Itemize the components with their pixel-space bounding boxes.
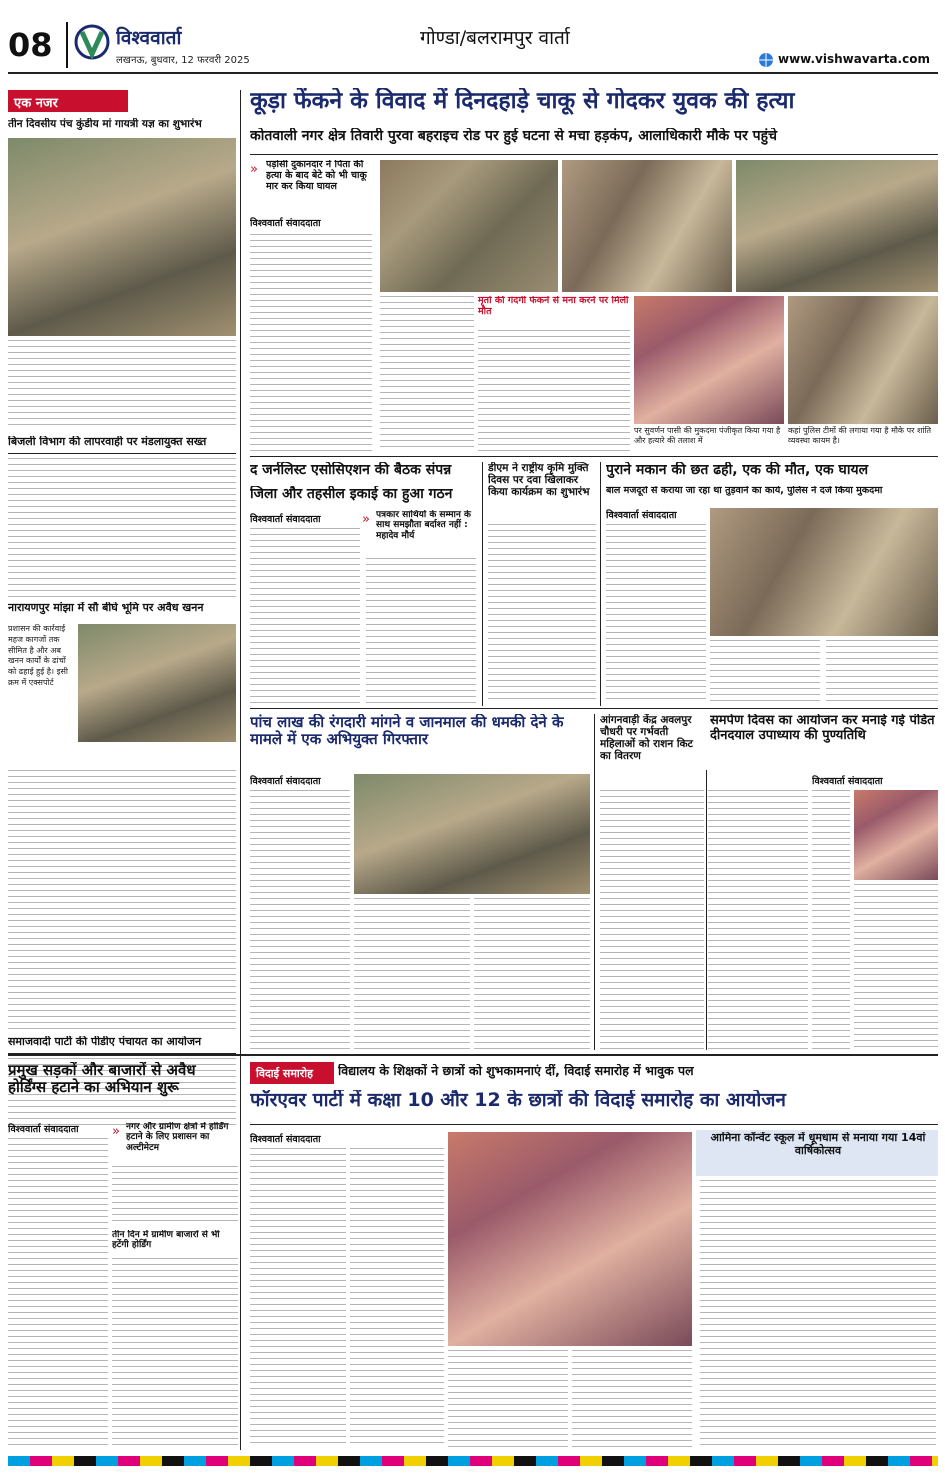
lead-headline: कूड़ा फेंकने के विवाद में दिनदहाड़े चाकू से गोदकर युवक की हत्या [250, 88, 795, 114]
samarpan-photo [854, 790, 938, 880]
lead-subhead: कोतवाली नगर क्षेत्र तिवारी पुरवा बहराइच रोड पर हुई घटना से मचा हड़कंप, आलाधिकारी मौके पर पहुंचे [250, 128, 777, 144]
anganwadi-body-col2 [708, 790, 808, 1050]
farewell-body-col4 [572, 1350, 692, 1448]
samarpan-divider [706, 770, 707, 1050]
tb-divider [482, 462, 483, 706]
sidebar-item1-body [8, 340, 236, 430]
lead-body-col2 [380, 296, 474, 452]
page-number-divider [66, 22, 68, 68]
lead-body-col3 [478, 330, 630, 452]
farewell-body-col2 [350, 1148, 444, 1448]
journalists-pullquote-arrow-icon: » [362, 512, 370, 526]
farewell-bureau: विश्ववार्ता संवाददाता [250, 1134, 321, 1145]
samarpan-headline: समर्पण दिवस का आयोजन कर मनाई गई पंडित दीनदयाल उपाध्याय की पुण्यतिथि [710, 714, 935, 743]
journalists-body-col2 [366, 558, 476, 704]
sidebar-item1-title: तीन दिवसीय पंच कुंडीय मां गायत्री यज्ञ का शुभारंभ [8, 118, 202, 130]
journalists-bureau: विश्ववार्ता संवाददाता [250, 514, 321, 525]
lead-bureau: विश्ववार्ता संवाददाता [250, 218, 321, 229]
masthead [0, 0, 945, 78]
sidebar-item3-caption: प्रशासन की कार्रवाई महज कागजों तक सीमित है और अब खनन कार्यों के ढांचों को ढहाई हुई है। इसी क्रम में एक्सपोर्ट [8, 624, 69, 687]
tb-headline: डीएम ने राष्ट्रीय कृमि मुक्ति दिवस पर दवा खिलाकर किया कार्यक्रम का शुभारंभ [488, 462, 590, 499]
journalists-headline-line2: जिला और तहसील इकाई का हुआ गठन [250, 486, 453, 502]
farewell-tag: विदाई समारोह [250, 1062, 334, 1084]
page-number: 08 [8, 26, 53, 64]
roof-subhead: बाल मजदूरों से कराया जा रहा था तुड़वाने का कार्य, पुलिस ने दर्ज किया मुकदमा [606, 486, 883, 496]
bottom-section-rule [8, 1054, 938, 1056]
sidebar-item3-photo [78, 624, 236, 742]
header-rule [8, 72, 938, 74]
hoardings-body-col3 [112, 1258, 238, 1448]
lead-caption-right: कहां पुलिस टीमों की लगाया गया है मौके पर शांति व्यवस्था कायम है। [788, 426, 932, 446]
extortion-bureau: विश्ववार्ता संवाददाता [250, 776, 321, 787]
extortion-body-col1 [250, 790, 350, 1050]
lead-photo-victim [736, 160, 938, 292]
hoardings-divider [240, 1060, 241, 1450]
farewell-body-col3 [448, 1350, 568, 1448]
roof-body-col1 [606, 524, 706, 704]
samarpan-body-col1 [812, 790, 850, 1050]
roof-body-col3 [826, 640, 938, 704]
lead-subhead-rule [250, 154, 938, 155]
sidebar-tag: एक नजर [8, 90, 128, 112]
globe-icon [758, 52, 774, 68]
roof-body-col2 [710, 640, 820, 704]
extortion-body-col2 [354, 898, 470, 1050]
journalists-pullquote: पत्रकार साथियों के सम्मान के साथ समझौता बर्दाश्त नहीं : महादेव मौर्य [376, 510, 471, 541]
sidebar-item2-title: बिजली विभाग की लापरवाही पर मंडलायुक्त सख्त [8, 436, 236, 454]
farewell-photo [448, 1132, 692, 1346]
section-title: गोण्डा/बलरामपुर वार्ता [420, 27, 570, 49]
sidebar-item4-title: समाजवादी पार्टी की पीडीए पंचायत का आयोजन [8, 1036, 236, 1054]
journalists-headline-line1: द जर्नलिस्ट एसोसिएशन की बैठक संपन्न [250, 462, 452, 478]
hoardings-bureau: विश्ववार्ता संवाददाता [8, 1124, 79, 1135]
lead-pullquote: पड़ोसी दुकानदार ने पिता की हत्या के बाद बेटे को भी चाकू मार कर किया घायल [266, 160, 367, 192]
lead-bottom-rule [250, 456, 938, 457]
sidebar-item2-body [8, 458, 236, 598]
journalists-body-col1 [250, 528, 360, 704]
extortion-body-col3 [474, 898, 590, 1050]
farewell-headline: फॉरएवर पार्टी में कक्षा 10 और 12 के छात्रों की विदाई समारोह का आयोजन [250, 1090, 786, 1111]
brand-name: विश्ववार्ता [116, 27, 182, 48]
hoardings-pullquote-arrow-icon: » [112, 1124, 120, 1138]
anganwadi-headline: आंगनवाड़ी केंद्र अवलपुर चौधरी पर गर्भवती महिलाओं को राशन किट का वितरण [600, 714, 693, 763]
farewell-side-headline: आमिना कॉन्वेंट स्कूल में धूमधाम से मनाया गया 14वां वार्षिकोत्सव [710, 1132, 926, 1157]
farewell-tagline: विद्यालय के शिक्षकों ने छात्रों को शुभकामनाएं दीं, विदाई समारोह में भावुक पल [338, 1064, 694, 1078]
anganwadi-body-col1 [600, 790, 704, 1050]
roof-bureau: विश्ववार्ता संवाददाता [606, 510, 677, 521]
sidebar-item1-photo [8, 138, 236, 336]
samarpan-bureau: विश्ववार्ता संवाददाता [812, 776, 883, 787]
sidebar-column [8, 90, 236, 1130]
website-url[interactable]: www.vishwavarta.com [778, 52, 930, 66]
lead-photo-police [562, 160, 732, 292]
sidebar-item3-title: नारायणपुर मांझा में सौ बीघे भूमि पर अवैध खनन [8, 602, 204, 614]
hoardings-headline: प्रमुख सड़कों और बाजारों से अवैध होर्डिंग्स हटाने का अभियान शुरू [8, 1062, 196, 1097]
lead-body-col1 [250, 234, 372, 452]
extortion-photo [354, 774, 590, 894]
samarpan-body-col2 [854, 884, 938, 1050]
lead-photo-mourners [788, 296, 938, 424]
hoardings-body-col2 [112, 1166, 238, 1226]
lead-photo-crime-scene [380, 160, 558, 292]
hoardings-pullquote: नगर और ग्रामीण क्षेत्रों में होर्डिंग हटाने के लिए प्रशासन का अल्टीमेटम [126, 1122, 229, 1153]
dateline: लखनऊ, बुधवार, 12 फरवरी 2025 [116, 55, 250, 66]
farewell-body-col1 [250, 1148, 346, 1448]
hoardings-subhead: तीन दिन में ग्रामीण बाजारों से भी हटेंगी होर्डिंग [112, 1230, 220, 1251]
sidebar-divider [240, 90, 241, 1130]
roof-divider [600, 462, 601, 706]
lead-caption-mid: पर सुवर्णन पासी की मुकदमा पंजीकृत किया गया है और हत्यारे की तलाश में [634, 426, 781, 446]
sidebar-item3-body [8, 770, 236, 1030]
lead-side-headline: मृतों की गंदगी फेंकने से मना करने पर मिली मौत [478, 296, 629, 317]
roof-photo [710, 508, 938, 636]
tb-body [488, 524, 596, 704]
mid-rule [250, 708, 938, 709]
roof-headline: पुराने मकान की छत ढही, एक की मौत, एक घायल [606, 462, 869, 478]
hoardings-body-col1 [8, 1138, 108, 1448]
extortion-headline: पांच लाख की रंगदारी मांगने व जानमाल की धमकी देने के मामले में एक अभियुक्त गिरफ्तार [250, 714, 564, 749]
farewell-headline-rule [250, 1124, 938, 1125]
lead-photo-family [634, 296, 784, 424]
lead-pullquote-arrow-icon: » [250, 162, 258, 176]
farewell-side-body [700, 1180, 936, 1448]
color-registration-strip [8, 1456, 938, 1466]
brand-logo-icon [74, 22, 110, 62]
anganwadi-divider [594, 714, 595, 1050]
